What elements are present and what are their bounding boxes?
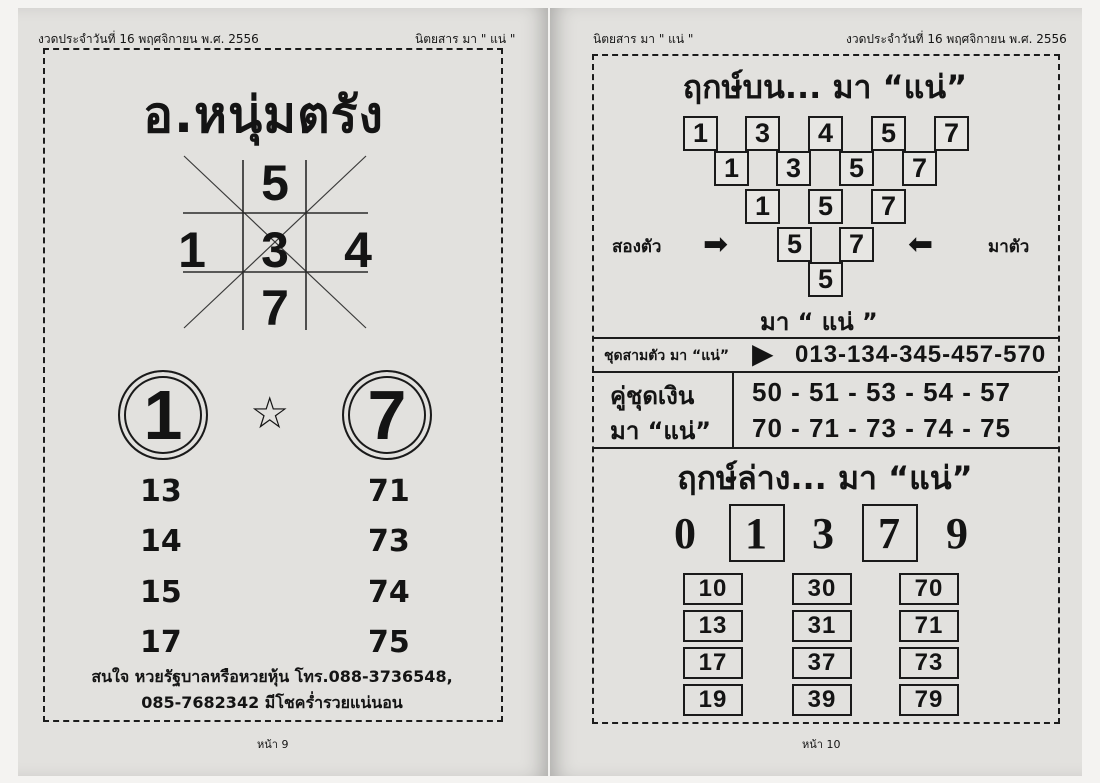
pair-left-2: 14: [140, 524, 182, 559]
pair-left-4: 17: [140, 625, 182, 660]
money-row-2: 70 - 71 - 73 - 74 - 75: [752, 413, 1012, 443]
divider-vertical: [732, 371, 734, 448]
grid-cell: 39: [792, 684, 852, 716]
label-come-digit: มาตัว: [988, 237, 1030, 257]
top-title: ฤกษ์บน... มา “แน่”: [682, 68, 968, 106]
low-digit: 1: [745, 509, 767, 558]
left-header-date: งวดประจำวันที่ 16 พฤศจิกายน พ.ศ. 2556: [38, 32, 259, 46]
pyramid-box: 5: [871, 116, 906, 151]
pyramid-box: 1: [683, 116, 718, 151]
low-digit: 9: [946, 509, 968, 558]
pyramid-box: 5: [839, 151, 874, 186]
left-header-magazine: นิตยสาร มา " แน่ ": [415, 32, 516, 46]
pyramid-box: 3: [776, 151, 811, 186]
grid-cell: 37: [792, 647, 852, 679]
pyramid-box: 4: [808, 116, 843, 151]
pyramid-box: 5: [777, 227, 812, 262]
pyramid-box: 7: [839, 227, 874, 262]
divider: [592, 337, 1058, 339]
pyramid-box: 7: [902, 151, 937, 186]
grid-cell: 30: [792, 573, 852, 605]
author-title: อ.หนุ่มตรัง: [143, 86, 384, 144]
low-digit: 7: [878, 509, 900, 558]
grid-cell: 70: [899, 573, 959, 605]
cross-bottom-digit: 7: [261, 280, 289, 336]
promo-line-1: สนใจ หวยรัฐบาลหรือหวยหุ้น โทร.088-3736548,: [91, 667, 453, 686]
grid-cell: 19: [683, 684, 743, 716]
pair-right-2: 73: [368, 524, 410, 559]
pair-right-3: 74: [368, 575, 410, 610]
star-icon: ☆: [250, 388, 290, 439]
arrow-left-icon: ⬅: [908, 227, 934, 262]
left-page-number: หน้า 9: [257, 738, 289, 751]
pair-left-1: 13: [140, 474, 182, 509]
money-row-1: 50 - 51 - 53 - 54 - 57: [752, 377, 1012, 407]
three-digit-label: ชุดสามตัว มา “แน่”: [604, 348, 730, 364]
low-digit: 3: [812, 509, 834, 558]
cross-top-digit: 5: [261, 155, 289, 211]
grid-cell: 31: [792, 610, 852, 642]
bottom-title: ฤกษ์ล่าง... มา “แน่”: [677, 459, 973, 497]
pyramid-box: 1: [714, 151, 749, 186]
right-page-number: หน้า 10: [802, 738, 841, 751]
cross-center-digit: 3: [261, 222, 289, 278]
grid-cell: 17: [683, 647, 743, 679]
pyramid-box: 3: [745, 116, 780, 151]
low-digit: 0: [674, 509, 696, 558]
money-pair-label: คู่ชุดเงิน: [610, 382, 695, 410]
grid-cell: 79: [899, 684, 959, 716]
grid-cell: 10: [683, 573, 743, 605]
grid-cell: 71: [899, 610, 959, 642]
pyramid-box: 7: [871, 189, 906, 224]
right-header-date: งวดประจำวันที่ 16 พฤศจิกายน พ.ศ. 2556: [846, 32, 1067, 46]
right-header-magazine: นิตยสาร มา " แน่ ": [593, 32, 694, 46]
circle-right-number: 7: [367, 376, 407, 454]
promo-line-2: 085-7682342 มีโชคร่ำรวยแน่นอน: [141, 693, 403, 712]
pair-left-3: 15: [140, 575, 182, 610]
pyramid-box: 7: [934, 116, 969, 151]
pyramid-box: 1: [745, 189, 780, 224]
cross-left-digit: 1: [178, 222, 206, 278]
grid-cell: 73: [899, 647, 959, 679]
pyramid-caption: มา “ แน่ ”: [760, 308, 878, 336]
pyramid-box: 5: [808, 189, 843, 224]
pair-right-4: 75: [368, 625, 410, 660]
money-pair-sublabel: มา “แน่”: [610, 417, 712, 445]
label-two-digit: สองตัว: [612, 237, 662, 257]
cross-right-digit: 4: [344, 222, 372, 278]
play-arrow-icon: ▶: [752, 337, 774, 370]
pyramid-box: 5: [808, 262, 843, 297]
circle-left-number: 1: [143, 376, 183, 454]
divider: [592, 371, 1058, 373]
grid-cell: 13: [683, 610, 743, 642]
pair-right-1: 71: [368, 474, 410, 509]
three-digit-values: 013-134-345-457-570: [795, 341, 1047, 368]
arrow-right-icon: ➡: [703, 227, 729, 262]
